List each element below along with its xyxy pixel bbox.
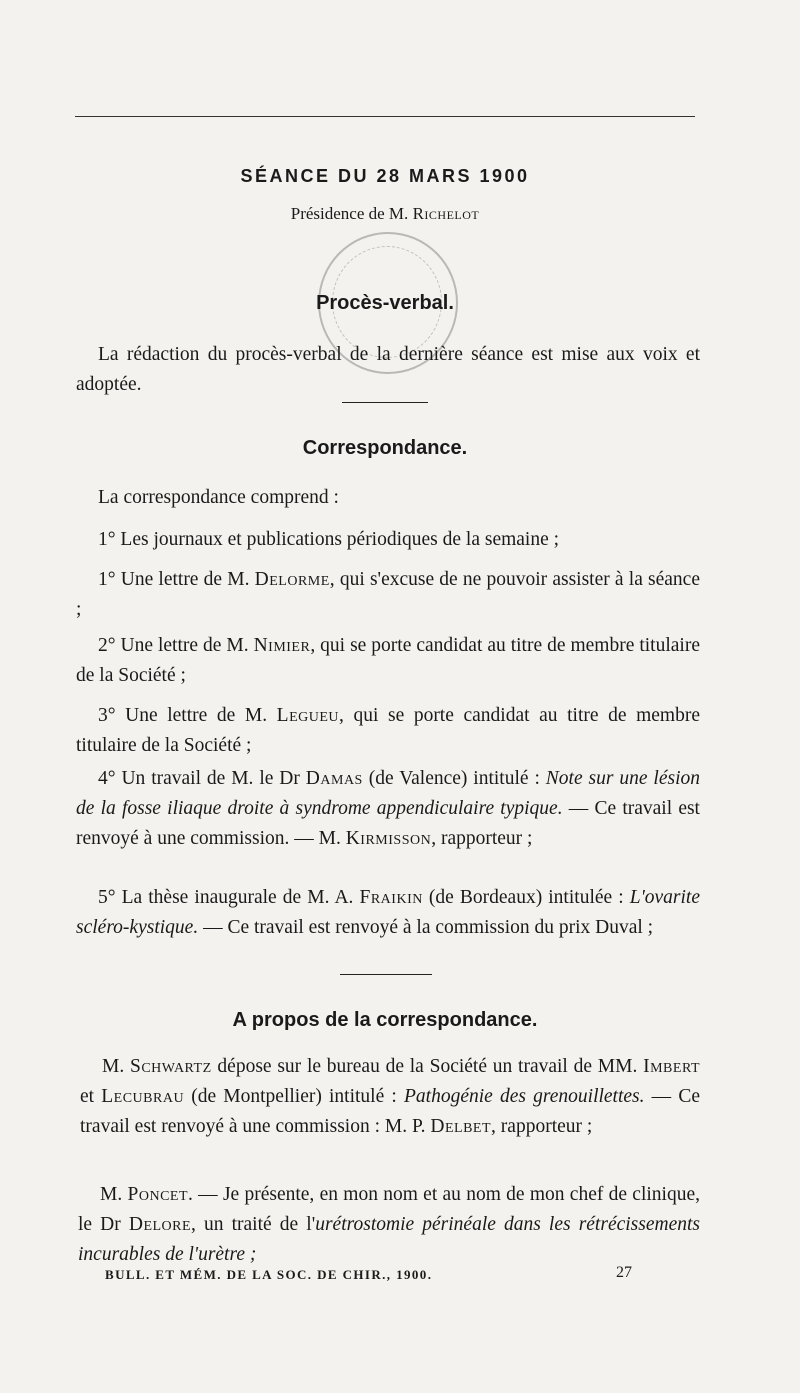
person-name: Delbet: [430, 1116, 492, 1137]
page-number: 27: [616, 1264, 632, 1281]
presidence-line: [0, 204, 770, 224]
text-segment: M.: [102, 1056, 130, 1077]
proces-verbal-text: La rédaction du procès-verbal de la dernière séance est mise aux voix et adoptée.: [76, 344, 700, 395]
person-name: Poncet: [127, 1184, 189, 1205]
italic-title: urétrostomie périnéale dans les rétrécissements incurables de l'urètre ;: [78, 1214, 700, 1265]
text-segment: , qui se porte candidat au titre de membre titulaire de la Société ;: [76, 705, 700, 756]
italic-title: Note sur une lésion de la fosse iliaque droite à syndrome appendiculaire typique.: [76, 768, 700, 819]
person-name: Delorme: [254, 569, 330, 590]
text-segment: — Ce travail est renvoyé à une commission. — M.: [76, 798, 700, 849]
person-name: Schwartz: [129, 1056, 212, 1077]
text-segment: 4° Un travail de M. le Dr: [98, 768, 306, 789]
text-segment: et: [80, 1086, 102, 1107]
text-segment: M.: [100, 1184, 128, 1205]
correspondance-intro: La correspondance comprend :: [98, 487, 339, 508]
person-name: Damas: [305, 768, 363, 789]
correspondance-item: [76, 565, 700, 625]
seance-title: SÉANCE DU 28 MARS 1900: [240, 166, 530, 186]
italic-title: Pathogénie des grenouillettes.: [404, 1086, 645, 1107]
footer-journal: BULL. ET MÉM. DE LA SOC. DE CHIR., 1900.: [105, 1267, 433, 1282]
person-name: Delore: [128, 1214, 192, 1235]
text-segment: (de Bordeaux) intitulée :: [422, 887, 630, 908]
section-divider: [342, 402, 428, 403]
text-segment: — Ce travail est renvoyé à une commission : M. P.: [80, 1086, 701, 1137]
text-segment: dépose sur le bureau de la Société un travail de MM.: [211, 1056, 644, 1077]
correspondance-item: [76, 525, 700, 555]
text-segment: , un traité de l': [191, 1214, 316, 1235]
presidence-prefix: Présidence de M.: [290, 204, 413, 223]
correspondance-item: [76, 701, 700, 761]
text-segment: — Ce travail est renvoyé à la commission du prix Duval ;: [198, 917, 654, 938]
person-name: Kirmisson: [345, 828, 432, 849]
a-propos-paragraph: [78, 1180, 700, 1270]
top-rule: [75, 116, 695, 117]
a-propos-heading: A propos de la correspondance.: [232, 1009, 538, 1031]
person-name: Fraikin: [359, 887, 423, 908]
person-name: Lecubrau: [101, 1086, 185, 1107]
person-name: Nimier: [253, 635, 311, 656]
correspondance-item: [76, 631, 700, 691]
president-name: Richelot: [412, 204, 480, 223]
text-segment: 5° La thèse inaugurale de M. A.: [98, 887, 360, 908]
correspondance-heading: Correspondance.: [302, 437, 468, 459]
proces-verbal-heading: Procès-verbal.: [316, 292, 454, 314]
italic-title: L'ovarite scléro-kystique.: [76, 887, 700, 938]
correspondance-item: [76, 764, 700, 854]
person-name: Imbert: [643, 1056, 700, 1077]
section-divider: [340, 974, 432, 975]
text-segment: 1° Les journaux et publications périodiques de la semaine ;: [98, 529, 560, 550]
person-name: Legueu: [276, 705, 340, 726]
text-segment: 2° Une lettre de M.: [98, 635, 254, 656]
text-segment: 3° Une lettre de M.: [98, 705, 277, 726]
a-propos-paragraph: [80, 1052, 700, 1142]
text-segment: , rapporteur ;: [431, 828, 533, 849]
text-segment: (de Montpellier) intitulé :: [184, 1086, 404, 1107]
correspondance-item: [76, 883, 700, 943]
text-segment: , qui se porte candidat au titre de membre titulaire de la Société ;: [76, 635, 700, 686]
text-segment: (de Valence) intitulé :: [362, 768, 546, 789]
text-segment: , rapporteur ;: [491, 1116, 593, 1137]
text-segment: . — Je présente, en mon nom et au nom de mon chef de clinique, le Dr: [78, 1184, 700, 1235]
text-segment: 1° Une lettre de M.: [98, 569, 255, 590]
text-segment: , qui s'excuse de ne pouvoir assister à la séance ;: [76, 569, 700, 620]
